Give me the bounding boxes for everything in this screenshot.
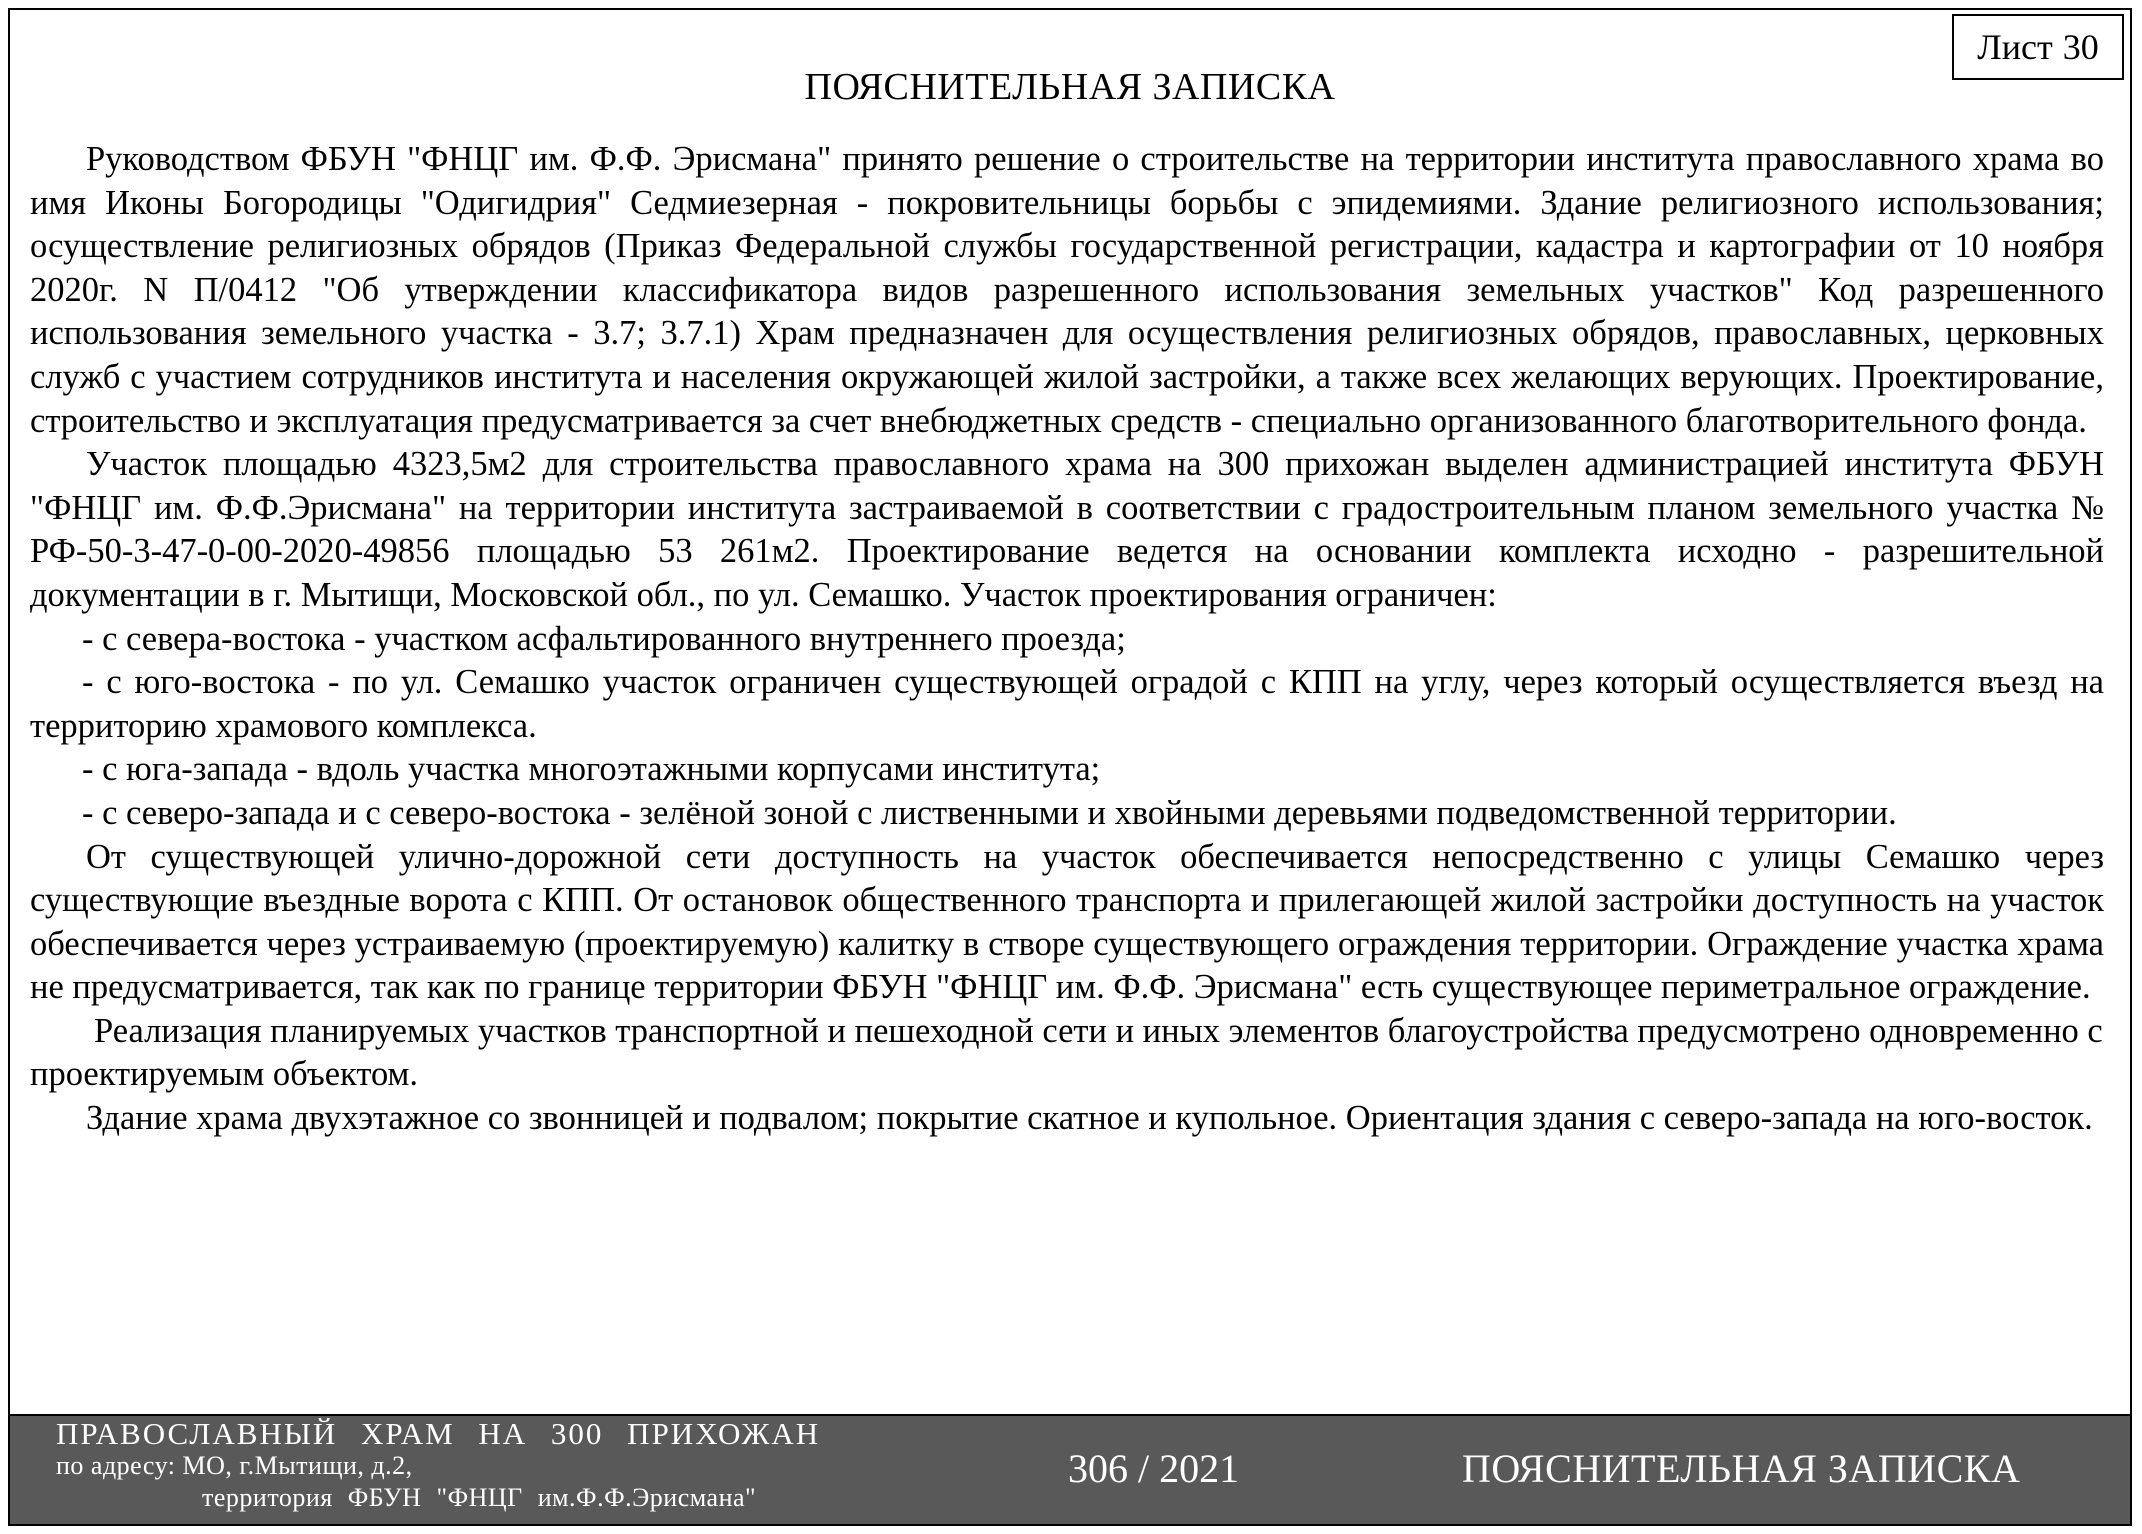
- document-sheet: [8, 8, 2132, 1526]
- list-item-southwest: - с юга-запада - вдоль участка многоэтажными корпусами института;: [82, 750, 1101, 789]
- paragraph-site: Участок площадью 4323,5м2 для строительства православного храма на 300 прихожан выделен администрацией института ФБУН "ФНЦГ им. Ф.Ф.Эрисмана" на территории института застраиваемой в соответствии с градостроительным планом земельного участка № РФ-50-3-47-0-00-2020-49856 площадью 53 261м2. Проектирование ведется на основании комплекта исходно - разрешительной документации в г. Мытищи, Московской обл., по ул. Семашко. Участок проектирования ограничен:: [30, 445, 2104, 614]
- list-item-southeast: - с юго-востока - по ул. Семашко участок ограничен существующей оградой с КПП на углу, через который осуществляется въезд на территорию храмового комплекса.: [30, 663, 2104, 745]
- paragraph-purpose: Руководством ФБУН "ФНЦГ им. Ф.Ф. Эрисмана" принято решение о строительстве на территории института православного храма во имя Иконы Богородицы "Одигидрия" Седмиезерная - покровительницы борьбы с эпидемиями. Здание религиозного использования; осуществление религиозных обрядов (Приказ Федеральной службы государственной регистрации, кадастра и картографии от 10 ноября 2020г. N П/0412 "Об утверждении классификатора видов разрешенного использования земельных участков" Код разрешенного использования земельного участка - 3.7; 3.7.1) Храм предназначен для осуществления религиозных обрядов, православных, церковных служб с участием сотрудников института и населения окружающей жилой застройки, а также всех желающих верующих. Проектирование, строительство и эксплуатация предусматривается за счет внебюджетных средств - специально организованного благотворительного фонда.: [30, 140, 2104, 440]
- paragraph-access: От существующей улично-дорожной сети доступность на участок обеспечивается непосредственно с улицы Семашко через существующие въездные ворота с КПП. От остановок общественного транспорта и прилегающей жилой застройки доступность на участок обеспечивается через устраиваемую (проектируемую) калитку в створе существующего ограждения территории. Ограждение участка храма не предусматривается, так как по границе территории ФБУН "ФНЦГ им. Ф.Ф. Эрисмана" есть существующее периметральное ограждение.: [30, 837, 2104, 1007]
- list-item-northwest: - с северо-запада и с северо-востока - зелёной зоной с лиственными и хвойными деревьями подведомственной территории.: [82, 793, 1897, 832]
- footer-document-title: ПОЯСНИТЕЛЬНАЯ ЗАПИСКА: [1462, 1446, 2021, 1491]
- title-block-footer: [10, 1414, 2130, 1524]
- sheet-number: 30: [2062, 27, 2099, 67]
- document-body: [30, 138, 2104, 1141]
- paragraph-implementation: Реализация планируемых участков транспортной и пешеходной сети и иных элементов благоустройства предусмотрено одновременно с проектируемым объектом.: [30, 1011, 2103, 1094]
- project-code: 306 / 2021: [1068, 1446, 1240, 1491]
- paragraph-building: Здание храма двухэтажное со звонницей и подвалом; покрытие скатное и купольное. Ориентация здания с северо-запада на юго-восток.: [86, 1099, 2093, 1138]
- project-territory: территория ФБУН "ФНЦГ им.Ф.Ф.Эрисмана": [202, 1483, 757, 1512]
- page-title: ПОЯСНИТЕЛЬНАЯ ЗАПИСКА: [804, 66, 1336, 108]
- project-name: ПРАВОСЛАВНЫЙ ХРАМ НА 300 ПРИХОЖАН: [56, 1416, 821, 1451]
- project-info: [56, 1418, 820, 1514]
- list-item-northeast: - с севера-востока - участком асфальтированного внутреннего проезда;: [82, 619, 1126, 658]
- sheet-label: Лист: [1977, 27, 2053, 67]
- project-address: по адресу: МО, г.Мытищи, д.2,: [56, 1451, 413, 1480]
